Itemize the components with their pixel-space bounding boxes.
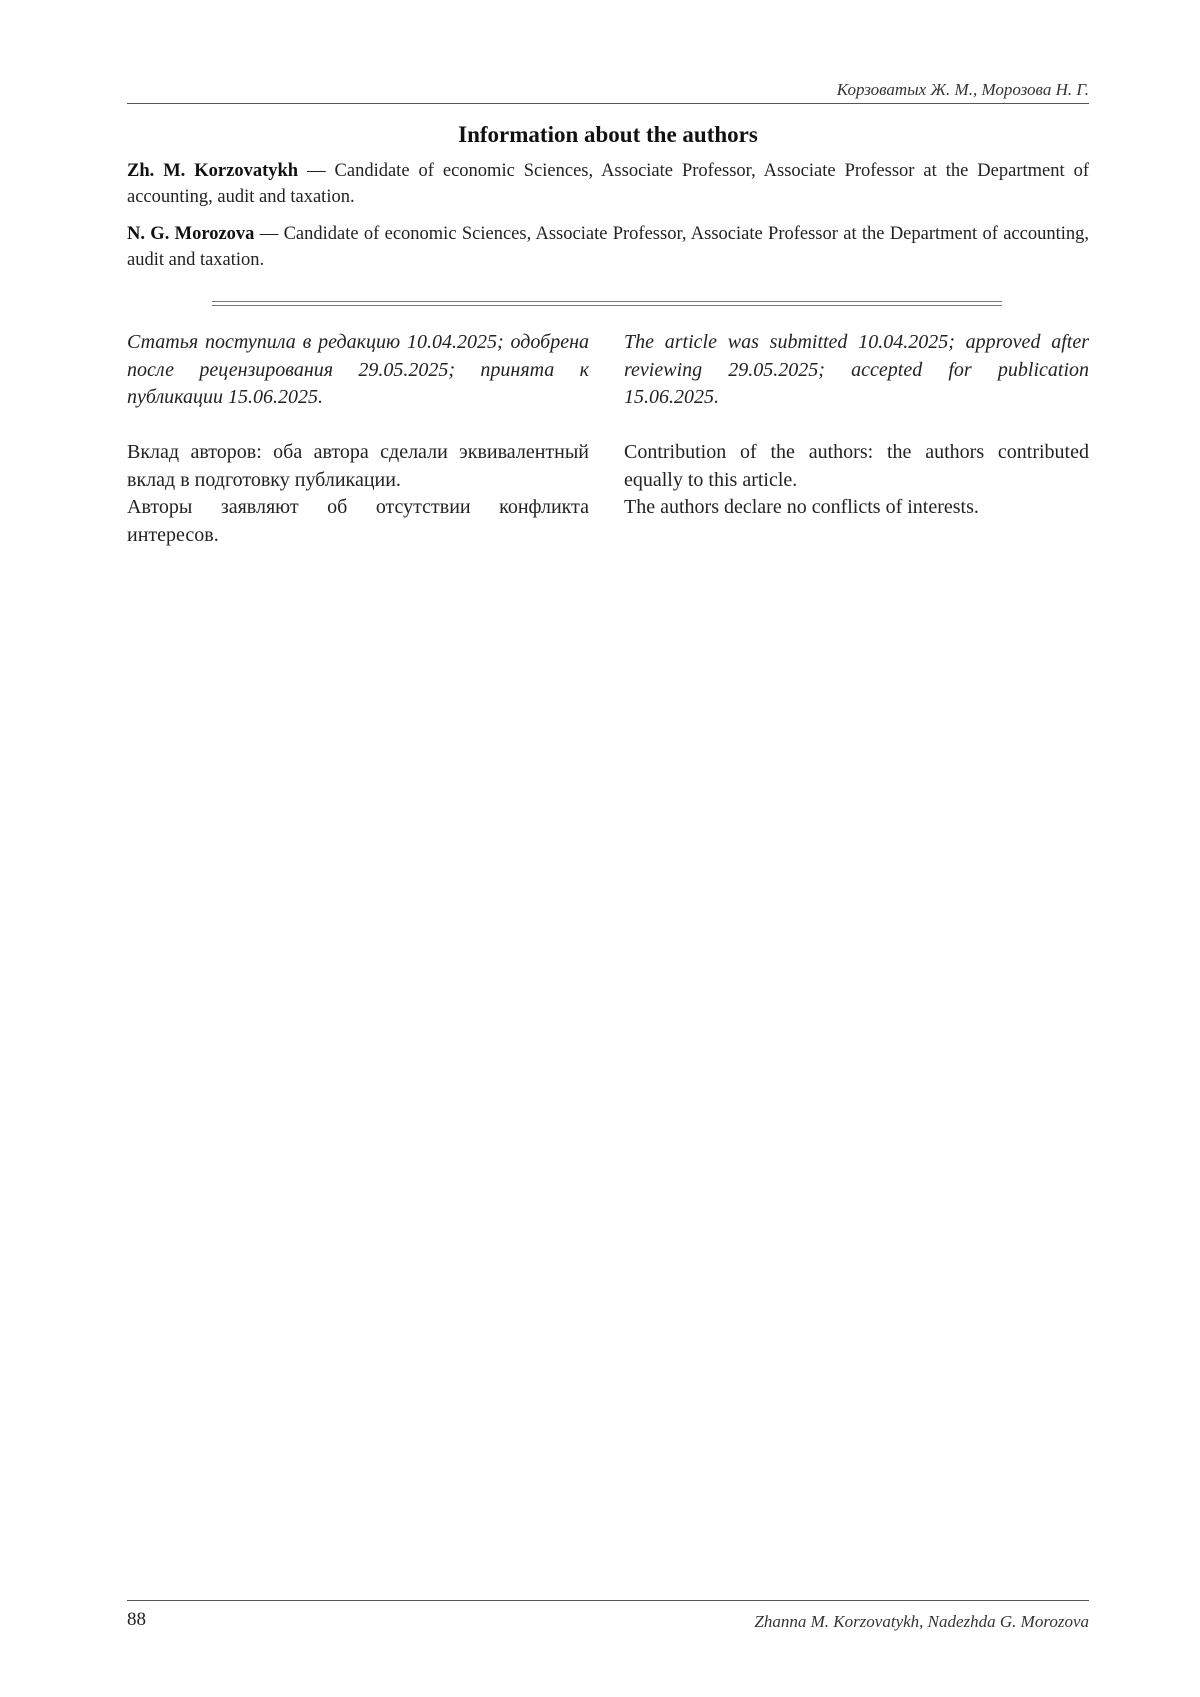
document-page xyxy=(127,0,1089,1697)
submission-text-ru: Статья поступила в редакцию 10.04.2025; одобрена после рецензирования 29.05.2025; принята к публикации 15.06.2025. xyxy=(127,331,589,408)
author-entry-korzovatykh xyxy=(127,158,1089,210)
page-number: 88 xyxy=(127,1609,146,1630)
header-rule xyxy=(127,103,1089,104)
section-divider xyxy=(212,301,1002,306)
submission-text-en: The article was submitted 10.04.2025; approved after reviewing 29.05.2025; accepted for publication 15.06.2025. xyxy=(624,331,1089,408)
running-head: Корзоватых Ж. М., Морозова Н. Г. xyxy=(836,80,1089,99)
section-title: Information about the authors xyxy=(458,122,758,147)
contribution-info-en xyxy=(624,439,1089,522)
author-description: — Candidate of economic Sciences, Associate Professor, Associate Professor at the Department of accounting, audit and taxation. xyxy=(127,161,1090,207)
contribution-text-ru: Вклад авторов: оба автора сделали эквивалентный вклад в подготовку публикации. xyxy=(127,441,589,491)
author-name: N. G. Morozova xyxy=(127,224,255,244)
running-foot: Zhanna M. Korzovatykh, Nadezhda G. Morozova xyxy=(754,1612,1089,1631)
contribution-text-en: Contribution of the authors: the authors contributed equally to this article. xyxy=(624,441,1089,491)
conflicts-text-ru: Авторы заявляют об отсутствии конфликта интересов. xyxy=(127,496,589,546)
conflicts-text-en: The authors declare no conflicts of interests. xyxy=(624,496,979,518)
author-entry-morozova xyxy=(127,221,1089,273)
submission-info-en xyxy=(624,329,1089,412)
contribution-info-ru xyxy=(127,439,589,549)
submission-info-ru xyxy=(127,329,589,412)
author-name: Zh. M. Korzovatykh xyxy=(127,161,299,181)
author-description: — Candidate of economic Sciences, Associate Professor, Associate Professor at the Department of accounting, audit and taxation. xyxy=(127,224,1089,270)
footer-rule xyxy=(127,1600,1089,1601)
